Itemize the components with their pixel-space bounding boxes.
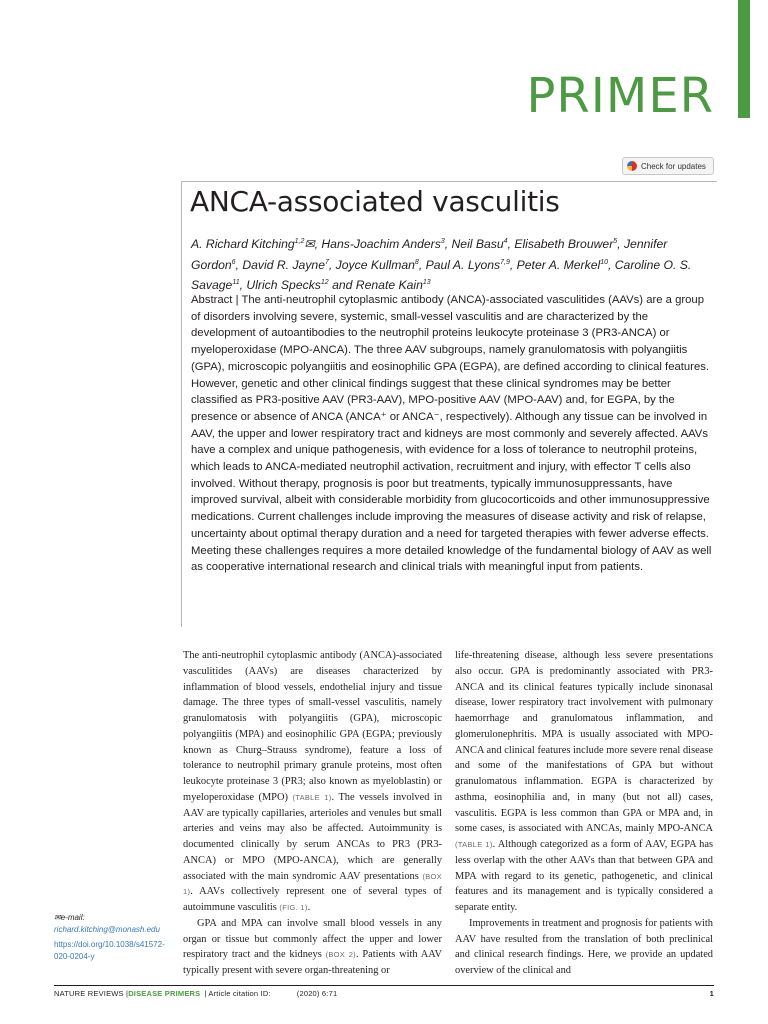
citation-label: | Article citation ID: — [204, 989, 271, 998]
page-footer — [54, 989, 714, 998]
article-title: ANCA-associated vasculitis — [190, 185, 560, 218]
body-column-right — [455, 648, 713, 979]
journal-name: NATURE REVIEWS | — [54, 989, 129, 998]
citation-year: (2020) 6:71 — [296, 989, 338, 998]
section-label: PRIMER — [526, 68, 714, 124]
correspondence-sidebar — [54, 912, 164, 962]
email-label: ✉e-mail: — [54, 913, 85, 922]
page-number: 1 — [709, 989, 714, 998]
body-paragraph: Improvements in treatment and prognosis for patients with AAV have resulted from the translation of both preclinical and clinical research findings. Here, we provide an updated overview of the clinical and — [455, 917, 713, 976]
body-paragraph: life-threatening disease, although less severe presentations also occur. GPA is predominantly associated with PR3-ANCA and its clinical features typically include sinonasal disease, lower respiratory tract involvement with pulmonary haemorrhage and granulomatous inflammation, and glomerulonephritis. MPA is usually associated with MPO-ANCA and clinical features include more severe renal disease and some of the manifestations of GPA but without granulomatous inflammation. EGPA is characterized by asthma, eosinophilia and, in many (but not all) cases, vasculitis. EGPA is less common than GPA or MPA and, in some cases, is associated with ANCAs, mainly MPO-ANCA (TABLE 1). Although categorized as a form of AAV, EGPA has less overlap with the other AAVs than that between GPA and MPA with regard to its genetic, pathogenetic, and clinical features and its management and is typically considered a separate entity. — [455, 650, 713, 913]
crossmark-icon — [627, 161, 637, 171]
abstract: Abstract | The anti-neutrophil cytoplasmic antibody (ANCA)-associated vasculitides (AAVs) are a group of disorders involving severe, systemic, small-vessel vasculitis and are characterized by the development of autoantibodies to the neutrophil proteins leukocyte proteinase 3 (PR3-ANCA) or myeloperoxidase (MPO-ANCA). The three AAV subgroups, namely granulomatosis with polyangiitis (GPA), microscopic polyangiitis and eosinophilic GPA (EGPA), are defined according to clinical features. However, genetic and other clinical findings suggest that these clinical syndromes may be better classified as PR3-positive AAV (PR3-AAV), MPO-positive AAV (MPO-AAV) and, for EGPA, by the presence or absence of ANCA (ANCA⁺ or ANCA⁻, respectively). Although any tissue can be involved in AAV, the upper and lower respiratory tract and kidneys are most commonly and severely affected. AAVs have a complex and unique pathogenesis, with evidence for a loss of tolerance to neutrophil proteins, which leads to ANCA-mediated neutrophil activation, recruitment and injury, with effector T cells also involved. Without therapy, prognosis is poor but treatments, typically immunosuppressants, have improved survival, albeit with considerable morbidity from glucocorticoids and other immunosuppressive medications. Current challenges include improving the measures of disease activity and risk of relapse, uncertainty about optimal therapy duration and a need for targeted therapies with fewer adverse effects. Meeting these challenges requires a more detailed knowledge of the fundamental biology of AAV as well as cooperative international research and clinical trials with meaningful input from patients. — [191, 294, 712, 574]
check-for-updates-label: Check for updates — [641, 161, 706, 171]
check-for-updates-button[interactable] — [622, 157, 714, 175]
body-paragraph: GPA and MPA can involve small blood vessels in any organ or tissue but commonly affect the upper and lower respiratory tract and the kidneys (BOX 2). Patients with AAV typically present with severe organ-threatening or — [183, 917, 442, 976]
section-color-bar — [738, 0, 750, 118]
author-list: A. Richard Kitching$^{1,2}$✉, Hans-Joachim Anders$^3$, Neil Basu$^4$, Elisabeth Brouwer$^5$, Jennifer Gordon$^6$, David R. Jayne$^7$, Joyce Kullman$^8$, Paul A. Lyons$^{7,9}$, Peter A. Merkel$^{10}$, Caroline O. S. Savage$^{11}$, Ulrich Specks$^{12}$ and Renate Kain$^{13}$ — [191, 237, 692, 293]
body-column-left — [183, 648, 442, 979]
email-link[interactable]: richard.kitching@monash.edu — [54, 924, 160, 934]
doi-link[interactable]: https://doi.org/10.1038/s41572-020-0204-y — [54, 940, 165, 961]
footer-rule — [54, 985, 714, 986]
journal-section: DISEASE PRIMERS — [128, 989, 201, 998]
body-paragraph: The anti-neutrophil cytoplasmic antibody (ANCA)-associated vasculitides (AAVs) are diseases characterized by inflammation of blood vessels, endothelial injury and tissue damage. The three types of small-vessel vasculitis, namely granulomatosis with polyangiitis (GPA), microscopic polyangiitis (MPA) and eosinophilic GPA (EGPA; previously known as Churg–Strauss syndrome), feature a loss of tolerance to neutrophil primary granule proteins, most often leukocyte proteinase 3 (PR3; also known as myeloblastin) or myeloperoxidase (MPO) (TABLE 1). The vessels involved in AAV are typically capillaries, arterioles and venules but small arteries and veins may also be affected. Autoimmunity is documented clinically by serum ANCAs to PR3 (PR3-ANCA) or MPO (MPO-ANCA), which are generally associated with the main syndromic AAV presentations (BOX 1). AAVs collectively represent one of several types of autoimmune vasculitis (FIG. 1). — [183, 650, 443, 913]
